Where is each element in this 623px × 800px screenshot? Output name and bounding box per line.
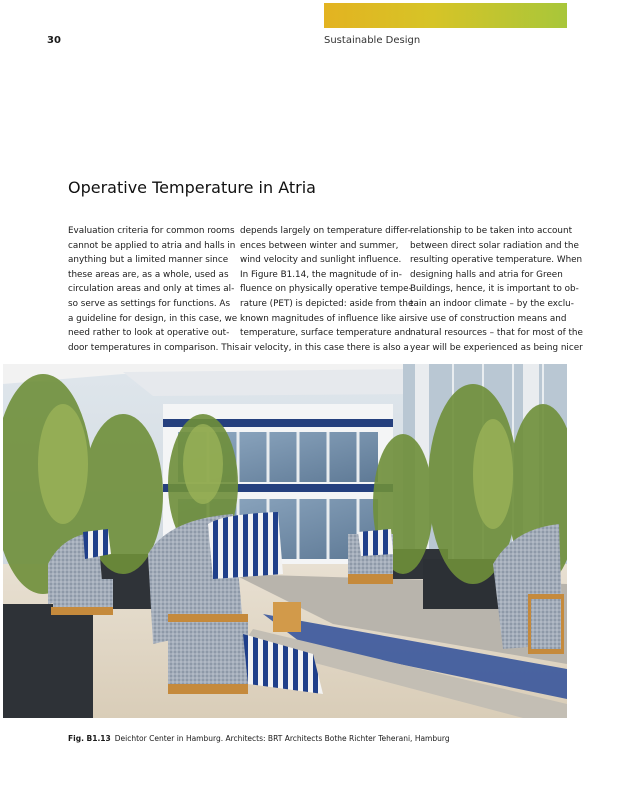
text-line: so serve as settings for functions. As xyxy=(68,298,231,309)
text-column-3 xyxy=(410,224,583,355)
text-line: door temperatures in comparison. This xyxy=(68,342,240,353)
text-line: wind velocity and sunlight influence. xyxy=(240,255,402,266)
header-accent-bar xyxy=(324,3,567,28)
text-line: Evaluation criteria for common rooms xyxy=(68,226,235,236)
text-line: tain an indoor climate – by the exclu- xyxy=(410,298,574,309)
figure-label: Fig. B1.13 xyxy=(68,734,111,743)
text-line: ences between winter and summer, xyxy=(240,240,399,251)
page-number: 30 xyxy=(47,35,61,46)
chapter-title: Operative Temperature in Atria xyxy=(68,178,316,197)
text-line: need rather to look at operative out- xyxy=(68,328,230,339)
text-line: year will be experienced as being nicer xyxy=(410,342,583,353)
text-line: these areas are, as a whole, used as xyxy=(68,269,229,280)
text-line: natural resources – that for most of the xyxy=(410,328,583,339)
text-line: cannot be applied to atria and halls in xyxy=(68,240,236,251)
text-line: resulting operative temperature. When xyxy=(410,255,583,266)
text-line: circulation areas and only at times al- xyxy=(68,284,235,295)
text-line: depends largely on temperature differ- xyxy=(240,226,411,236)
atrium-photo xyxy=(3,364,567,718)
text-line: air velocity, in this case there is also a xyxy=(240,342,409,353)
text-line: rature (PET) is depicted: aside from the xyxy=(240,298,414,309)
text-line: In Figure B1.14, the magnitude of in- xyxy=(240,269,402,280)
text-column-1 xyxy=(68,224,240,355)
text-column-2 xyxy=(240,224,414,355)
text-line: temperature, surface temperature and xyxy=(240,328,411,339)
text-line: a guideline for design, in this case, we xyxy=(68,313,238,324)
text-line: Buildings, hence, it is important to ob- xyxy=(410,284,579,295)
text-line: between direct solar radiation and the xyxy=(410,240,579,251)
text-line: relationship to be taken into account xyxy=(410,226,573,236)
section-name: Sustainable Design xyxy=(324,35,421,46)
text-line: fluence on physically operative tempe- xyxy=(240,284,412,295)
text-line: designing halls and atria for Green xyxy=(410,269,563,280)
text-line: known magnitudes of influence like air xyxy=(240,313,411,324)
text-line: sive use of construction means and xyxy=(410,313,567,324)
figure-caption xyxy=(68,734,450,743)
text-line: anything but a limited manner since xyxy=(68,255,229,266)
figure-caption-text: Deichtor Center in Hamburg. Architects: BRT Architects Bothe Richter Teherani, Hamburg xyxy=(114,734,450,743)
